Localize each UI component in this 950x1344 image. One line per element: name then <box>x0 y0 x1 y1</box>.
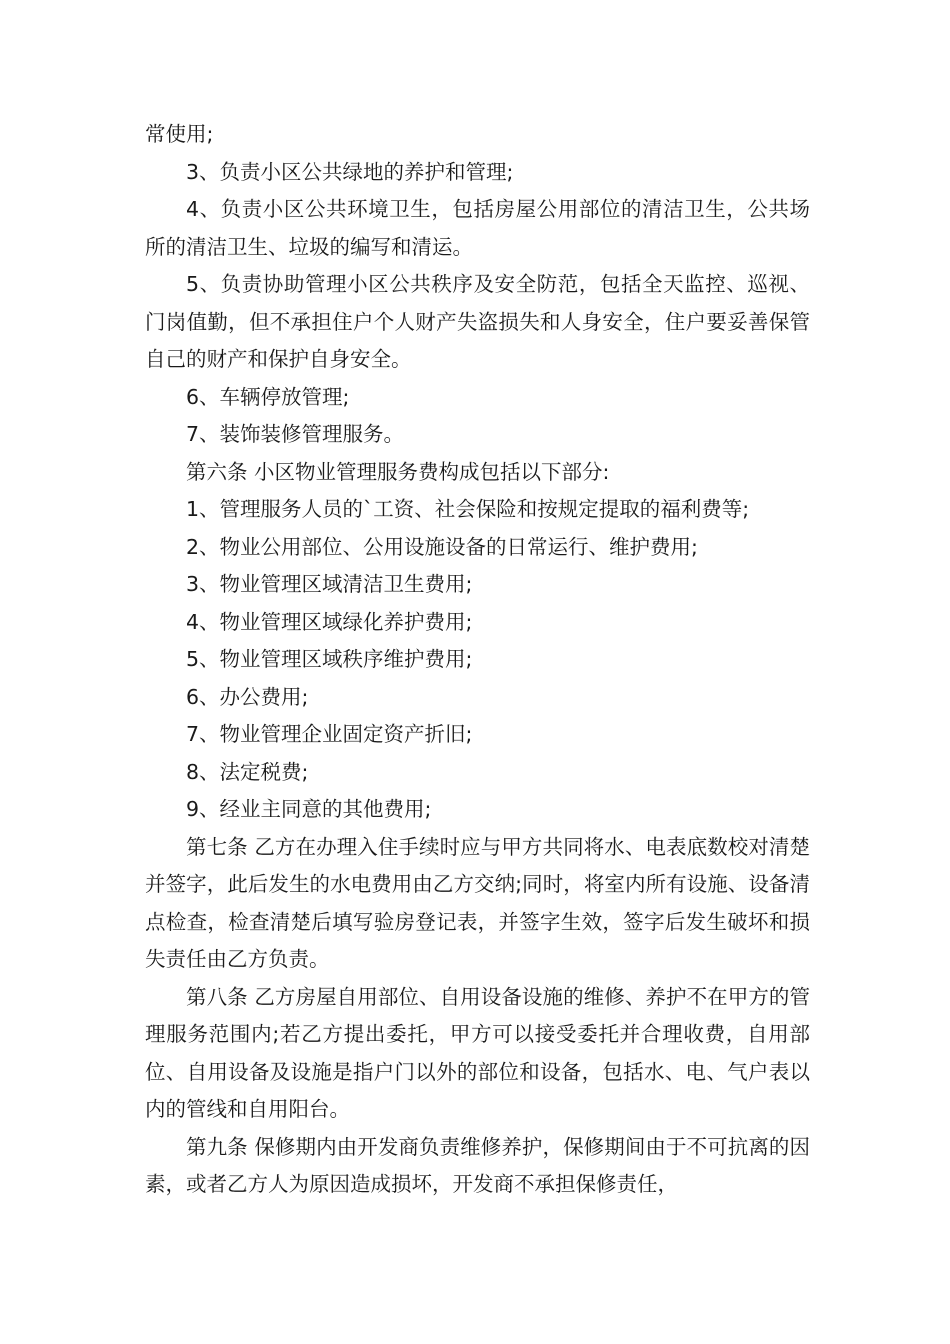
fee-item-1: 1、管理服务人员的`工资、社会保险和按规定提取的福利费等; <box>186 497 750 521</box>
list-item-7: 7、装饰装修管理服务。 <box>186 422 405 446</box>
list-item-3: 3、负责小区公共绿地的养护和管理; <box>186 159 514 184</box>
fee-item-8: 8、法定税费; <box>186 759 309 784</box>
article-9: 第九条 保修期内由开发商负责维修养护，保修期间由于不可抗离的因素，或者乙方人为原因造成损坏，开发商不承担保修责任， <box>145 1134 810 1196</box>
paragraph: 常使用; <box>145 122 214 146</box>
list-item-6: 6、车辆停放管理; <box>186 384 350 409</box>
fee-item-9: 9、经业主同意的其他费用; <box>186 797 432 821</box>
list-item-5: 5、负责协助管理小区公共秩序及安全防范，包括全天监控、巡视、门岗值勤，但不承担住户个人财产失盗损失和人身安全，住户要妥善保管自己的财产和保护自身安全。 <box>145 272 810 371</box>
article-8: 第八条 乙方房屋自用部位、自用设备设施的维修、养护不在甲方的管理服务范围内;若乙方提出委托，甲方可以接受委托并合理收费，自用部位、自用设备及设施是指户门以外的部位和设备，包括水、电、气户表以内的管线和自用阳台。 <box>145 984 810 1121</box>
fee-item-5: 5、物业管理区域秩序维护费用; <box>186 647 473 671</box>
article-6-heading: 第六条 小区物业管理服务费构成包括以下部分: <box>186 459 610 484</box>
fee-item-6: 6、办公费用; <box>186 684 309 709</box>
list-item-4: 4、负责小区公共环境卫生，包括房屋公用部位的清洁卫生，公共场所的清洁卫生、垃圾的编写和清运。 <box>145 197 810 259</box>
fee-item-3: 3、物业管理区域清洁卫生费用; <box>186 572 473 596</box>
fee-item-2: 2、物业公用部位、公用设施设备的日常运行、维护费用; <box>186 534 698 559</box>
fee-item-7: 7、物业管理企业固定资产折旧; <box>186 722 473 746</box>
fee-item-4: 4、物业管理区域绿化养护费用; <box>186 609 473 634</box>
document-body <box>145 116 810 1204</box>
article-7: 第七条 乙方在办理入住手续时应与甲方共同将水、电表底数校对清楚并签字，此后发生的水电费用由乙方交纳;同时，将室内所有设施、设备清点检查，检查清楚后填写验房登记表，并签字生效，签字后发生破坏和损失责任由乙方负责。 <box>145 834 810 971</box>
